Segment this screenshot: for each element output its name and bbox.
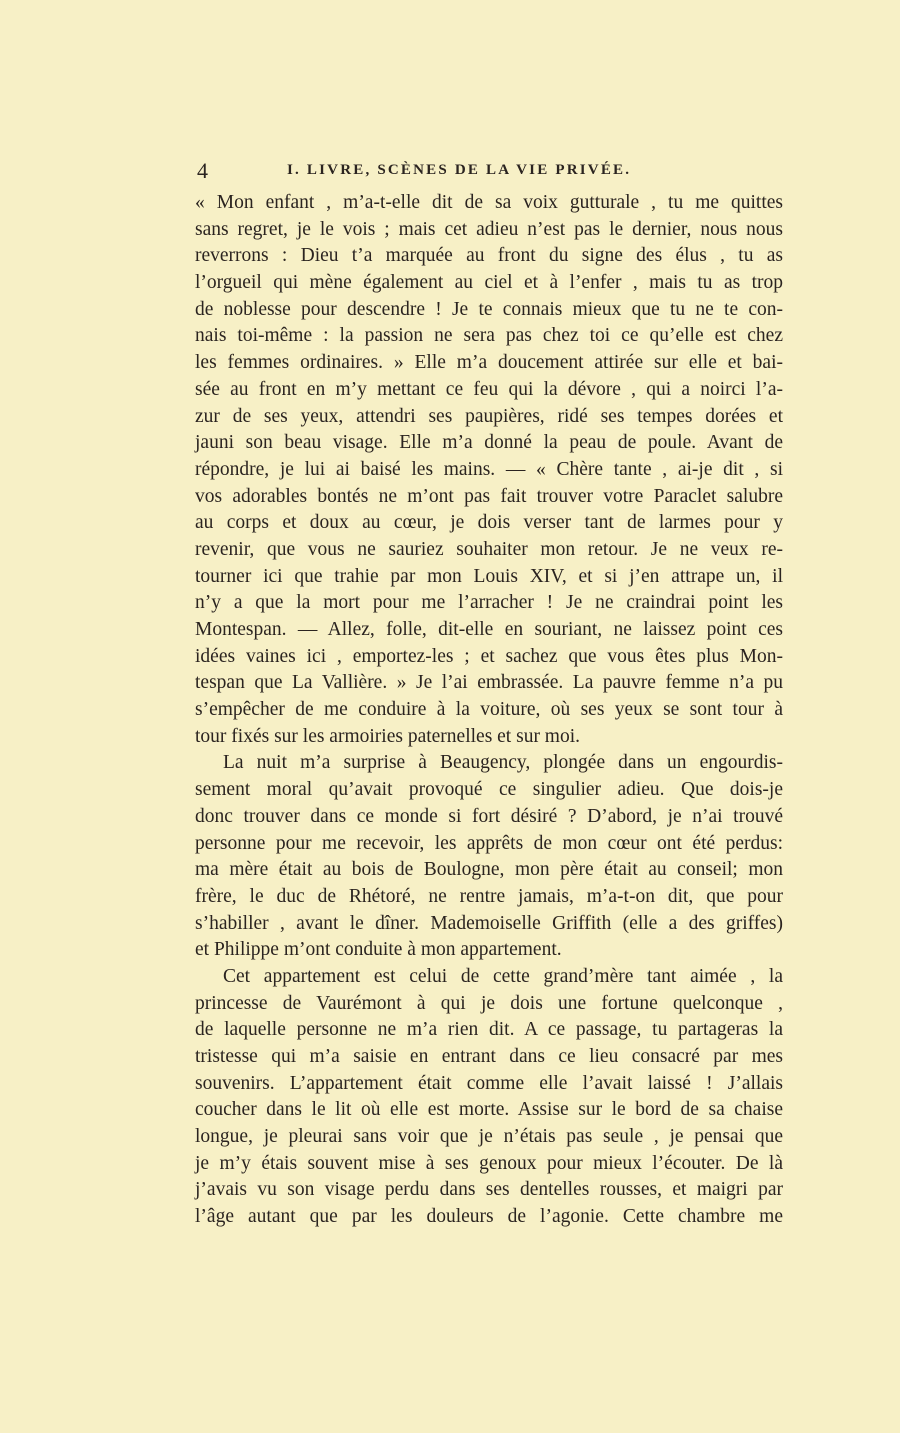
text-line: de noblesse pour descendre ! Je te connais mieux que tu ne te con-	[195, 298, 783, 320]
text-line: sée au front en m’y mettant ce feu qui la dévore , qui a noirci l’a-	[195, 378, 783, 400]
text-line: personne pour me recevoir, les apprêts de mon cœur ont été perdus:	[195, 832, 783, 854]
text-line: Cet appartement est celui de cette grand’mère tant aimée , la	[223, 965, 783, 987]
text-line: sement moral qu’avait provoqué ce singulier adieu. Que dois-je	[195, 779, 783, 801]
text-line: s’habiller , avant le dîner. Mademoiselle Griffith (elle a des griffes)	[195, 912, 783, 934]
page-number: 4	[197, 158, 208, 183]
paragraph	[195, 190, 783, 750]
text-line: au corps et doux au cœur, je dois verser tant de larmes pour y	[195, 512, 783, 534]
text-line: j’avais vu son visage perdu dans ses dentelles rousses, et maigri par	[195, 1179, 783, 1201]
text-line: et Philippe m’ont conduite à mon appartement.	[195, 939, 562, 961]
paragraph	[195, 964, 783, 1231]
body-text	[195, 190, 783, 1231]
text-line: les femmes ordinaires. » Elle m’a doucement attirée sur elle et bai-	[195, 352, 783, 374]
text-line: La nuit m’a surprise à Beaugency, plongée dans un engourdis-	[223, 752, 783, 774]
text-line: princesse de Vaurémont à qui je dois une fortune quelconque ,	[195, 992, 783, 1014]
text-line: donc trouver dans ce monde si fort désiré ? D’abord, je n’ai trouvé	[195, 805, 783, 827]
text-line: je m’y étais souvent mise à ses genoux pour mieux l’écouter. De là	[195, 1152, 783, 1174]
text-line: longue, je pleurai sans voir que je n’étais pas seule , je pensai que	[195, 1126, 783, 1148]
text-line: jauni son beau visage. Elle m’a donné la peau de poule. Avant de	[195, 432, 783, 454]
text-line: revenir, que vous ne sauriez souhaiter mon retour. Je ne veux re-	[195, 538, 783, 560]
running-header	[195, 158, 783, 186]
text-line: tespan que La Vallière. » Je l’ai embrassée. La pauvre femme n’a pu	[195, 672, 783, 694]
text-line: idées vaines ici , emportez-les ; et sachez que vous êtes plus Mon-	[195, 645, 783, 667]
text-line: de laquelle personne ne m’a rien dit. A ce passage, tu partageras la	[195, 1019, 783, 1041]
text-line: l’orgueil qui mène également au ciel et à l’enfer , mais tu as trop	[195, 272, 783, 294]
text-line: répondre, je lui ai baisé les mains. — « Chère tante , ai-je dit , si	[195, 458, 783, 480]
text-line: souvenirs. L’appartement était comme elle l’avait laissé ! J’allais	[195, 1072, 783, 1094]
text-line: « Mon enfant , m’a-t-elle dit de sa voix gutturale , tu me quittes	[195, 192, 783, 213]
text-line: coucher dans le lit où elle est morte. Assise sur le bord de sa chaise	[195, 1099, 783, 1121]
text-line: vos adorables bontés ne m’ont pas fait trouver votre Paraclet salubre	[195, 485, 783, 507]
text-line: l’âge autant que par les douleurs de l’agonie. Cette chambre me	[195, 1206, 783, 1228]
text-line: sans regret, je le vois ; mais cet adieu n’est pas le dernier, nous nous	[195, 218, 783, 240]
text-line: zur de ses yeux, attendri ses paupières, ridé ses tempes dorées et	[195, 405, 783, 427]
text-line: Montespan. — Allez, folle, dit-elle en souriant, ne laissez point ces	[195, 619, 783, 640]
text-line: tour fixés sur les armoiries paternelles et sur moi.	[195, 725, 581, 747]
text-line: tourner ici que trahie par mon Louis XIV, et si j’en attrape un, il	[195, 565, 783, 587]
text-line: n’y a que la mort pour me l’arracher ! Je ne craindrai point les	[195, 592, 783, 614]
running-title: I. LIVRE, SCÈNES DE LA VIE PRIVÉE.	[287, 162, 632, 178]
text-line: nais toi-même : la passion ne sera pas chez toi ce qu’elle est chez	[195, 325, 783, 347]
text-line: frère, le duc de Rhétoré, ne rentre jamais, m’a-t-on dit, que pour	[195, 885, 783, 907]
text-line: s’empêcher de me conduire à la voiture, où ses yeux se sont tour à	[195, 699, 783, 721]
text-line: reverrons : Dieu t’a marquée au front du signe des élus , tu as	[195, 245, 783, 267]
text-line: tristesse qui m’a saisie en entrant dans ce lieu consacré par mes	[195, 1046, 783, 1067]
text-line: ma mère était au bois de Boulogne, mon père était au conseil; mon	[195, 859, 783, 881]
paragraph	[195, 750, 783, 964]
